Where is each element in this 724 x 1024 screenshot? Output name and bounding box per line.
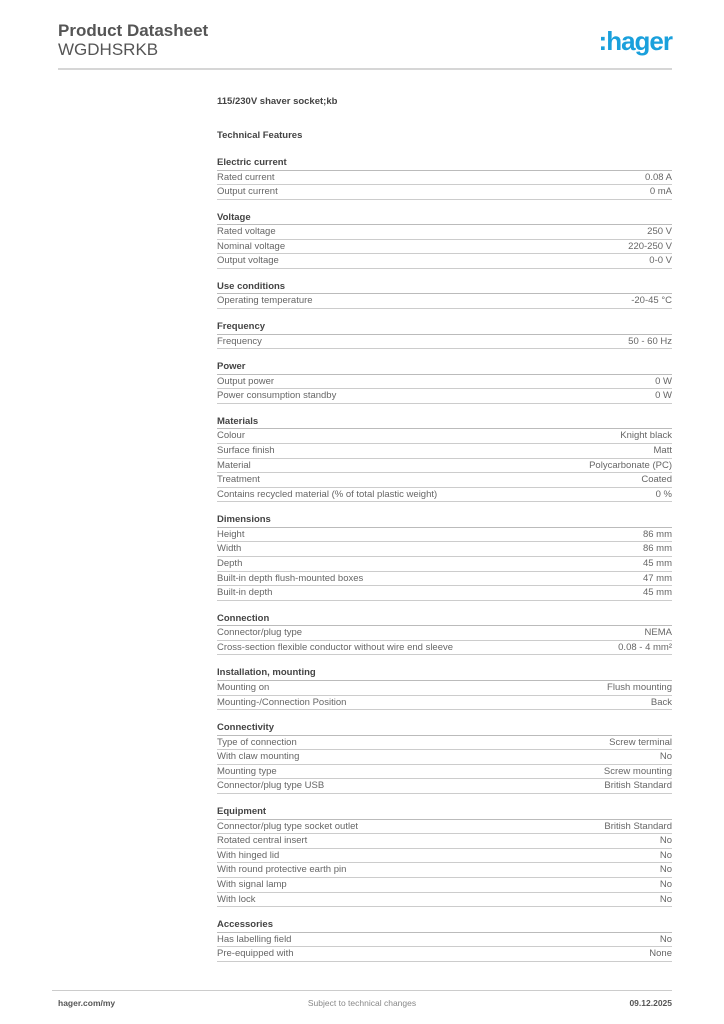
spec-row (217, 750, 672, 765)
spec-value: No (659, 751, 672, 763)
footer-note: Subject to technical changes (307, 998, 417, 1008)
spec-row (217, 586, 672, 601)
spec-label: Has labelling field (217, 933, 292, 945)
spec-label: Connector/plug type (217, 627, 303, 639)
spec-value: 0 W (655, 375, 672, 387)
product-description: 115/230V shaver socket;kb (217, 96, 338, 107)
spec-row (217, 375, 672, 390)
spec-row (217, 681, 672, 696)
spec-label: Output voltage (217, 255, 279, 267)
spec-value: Coated (641, 474, 672, 486)
spec-value: British Standard (604, 780, 672, 792)
spec-row (217, 626, 672, 641)
datasheet-content (217, 96, 672, 962)
spec-label: Width (217, 543, 242, 555)
spec-value: British Standard (604, 820, 672, 832)
spec-value: 0.08 A (645, 171, 672, 183)
spec-label: Surface finish (217, 444, 275, 456)
spec-label: Treatment (217, 474, 260, 486)
spec-value: No (659, 878, 672, 890)
spec-row (217, 473, 672, 488)
spec-value: 86 mm (642, 528, 672, 540)
spec-value: -20-45 °C (631, 295, 672, 307)
spec-label: Pre-equipped with (217, 948, 294, 960)
spec-row (217, 820, 672, 835)
spec-row (217, 765, 672, 780)
spec-row (217, 185, 672, 200)
spec-row (217, 389, 672, 404)
spec-row (217, 335, 672, 350)
spec-section (217, 918, 672, 962)
spec-label: With round protective earth pin (217, 864, 347, 876)
section-heading: Dimensions (217, 513, 672, 528)
spec-section (217, 805, 672, 907)
spec-section (217, 211, 672, 269)
spec-row (217, 225, 672, 240)
spec-section (217, 320, 672, 349)
spec-value: 0 mA (649, 186, 672, 198)
spec-value: No (659, 864, 672, 876)
spec-row (217, 779, 672, 794)
spec-value: 250 V (647, 226, 672, 238)
spec-value: Back (650, 696, 672, 708)
spec-row (217, 933, 672, 948)
section-heading: Voltage (217, 211, 672, 226)
section-heading: Power (217, 360, 672, 375)
spec-label: Height (217, 528, 245, 540)
spec-row (217, 488, 672, 503)
spec-row (217, 444, 672, 459)
spec-section (217, 513, 672, 600)
spec-value: 47 mm (642, 572, 672, 584)
page-title: Product Datasheet (58, 21, 209, 40)
spec-label: Type of connection (217, 736, 297, 748)
section-heading: Installation, mounting (217, 666, 672, 681)
spec-label: Built-in depth flush-mounted boxes (217, 572, 364, 584)
spec-label: Power consumption standby (217, 390, 337, 402)
spec-row (217, 893, 672, 908)
spec-section (217, 721, 672, 794)
spec-section (217, 612, 672, 656)
spec-section (217, 415, 672, 502)
spec-label: With hinged lid (217, 849, 280, 861)
spec-label: With signal lamp (217, 878, 287, 890)
spec-row (217, 878, 672, 893)
spec-label: Frequency (217, 335, 262, 347)
spec-value: Screw mounting (603, 765, 672, 777)
footer-divider (52, 990, 672, 991)
spec-section (217, 280, 672, 309)
spec-value: 220-250 V (628, 240, 672, 252)
hager-logo: :hager (598, 26, 672, 56)
spec-row (217, 459, 672, 474)
spec-row (217, 542, 672, 557)
spec-row (217, 641, 672, 656)
section-heading: Materials (217, 415, 672, 430)
section-heading: Electric current (217, 156, 672, 171)
spec-label: Connector/plug type USB (217, 780, 325, 792)
section-heading: Connection (217, 612, 672, 627)
spec-value: 0 % (655, 488, 672, 500)
spec-value: Flush mounting (607, 681, 672, 693)
spec-label: Operating temperature (217, 295, 313, 307)
section-heading: Equipment (217, 805, 672, 820)
spec-label: Output current (217, 186, 278, 198)
spec-section (217, 360, 672, 404)
spec-value: No (659, 933, 672, 945)
spec-value: 0-0 V (649, 255, 672, 267)
spec-label: Nominal voltage (217, 240, 286, 252)
spec-value: Polycarbonate (PC) (589, 459, 672, 471)
spec-row (217, 834, 672, 849)
spec-row (217, 294, 672, 309)
spec-value: No (659, 893, 672, 905)
spec-row (217, 696, 672, 711)
spec-section (217, 156, 672, 200)
spec-value: 45 mm (642, 558, 672, 569)
spec-label: Built-in depth (217, 587, 273, 599)
header-divider (58, 68, 672, 70)
spec-section (217, 666, 672, 710)
spec-value: Knight black (620, 430, 672, 442)
spec-row (217, 429, 672, 444)
spec-label: Rated current (217, 171, 275, 183)
spec-value: 50 - 60 Hz (628, 335, 672, 347)
spec-sections (217, 156, 672, 962)
product-code: WGDHSRKB (58, 40, 159, 59)
spec-value: Matt (653, 444, 672, 456)
spec-label: Output power (217, 375, 275, 387)
spec-row (217, 947, 672, 962)
spec-label: Contains recycled material (% of total plastic weight) (217, 488, 438, 500)
spec-label: Mounting type (217, 765, 277, 777)
spec-value: 86 mm (642, 543, 672, 555)
spec-value: 0.08 - 4 mm² (618, 641, 672, 653)
spec-label: With claw mounting (217, 751, 300, 763)
section-heading: Connectivity (217, 721, 672, 736)
spec-row (217, 849, 672, 864)
spec-value: No (659, 849, 672, 861)
spec-value: Screw terminal (609, 736, 672, 748)
spec-row (217, 557, 672, 572)
spec-row (217, 254, 672, 269)
section-heading: Use conditions (217, 280, 672, 295)
spec-label: Depth (217, 558, 243, 569)
spec-value: NEMA (644, 627, 672, 639)
footer-website[interactable]: hager.com/my (58, 998, 116, 1008)
spec-row (217, 863, 672, 878)
spec-label: Connector/plug type socket outlet (217, 820, 359, 832)
spec-label: Rated voltage (217, 226, 276, 238)
section-heading: Accessories (217, 918, 672, 933)
spec-row (217, 572, 672, 587)
spec-label: Colour (217, 430, 245, 442)
spec-row (217, 240, 672, 255)
technical-features-heading: Technical Features (217, 130, 303, 141)
footer-date: 09.12.2025 (629, 998, 672, 1008)
spec-value: 45 mm (642, 587, 672, 599)
spec-row (217, 528, 672, 543)
spec-label: Material (217, 459, 251, 471)
spec-label: With lock (217, 893, 256, 905)
spec-label: Mounting-/Connection Position (217, 696, 347, 708)
spec-label: Cross-section flexible conductor without wire end sleeve (217, 641, 454, 653)
spec-value: No (659, 835, 672, 847)
section-heading: Frequency (217, 320, 672, 335)
spec-label: Rotated central insert (217, 835, 308, 847)
spec-row (217, 736, 672, 751)
spec-row (217, 171, 672, 186)
spec-label: Mounting on (217, 681, 270, 693)
spec-value: None (649, 948, 672, 960)
spec-value: 0 W (655, 390, 672, 402)
